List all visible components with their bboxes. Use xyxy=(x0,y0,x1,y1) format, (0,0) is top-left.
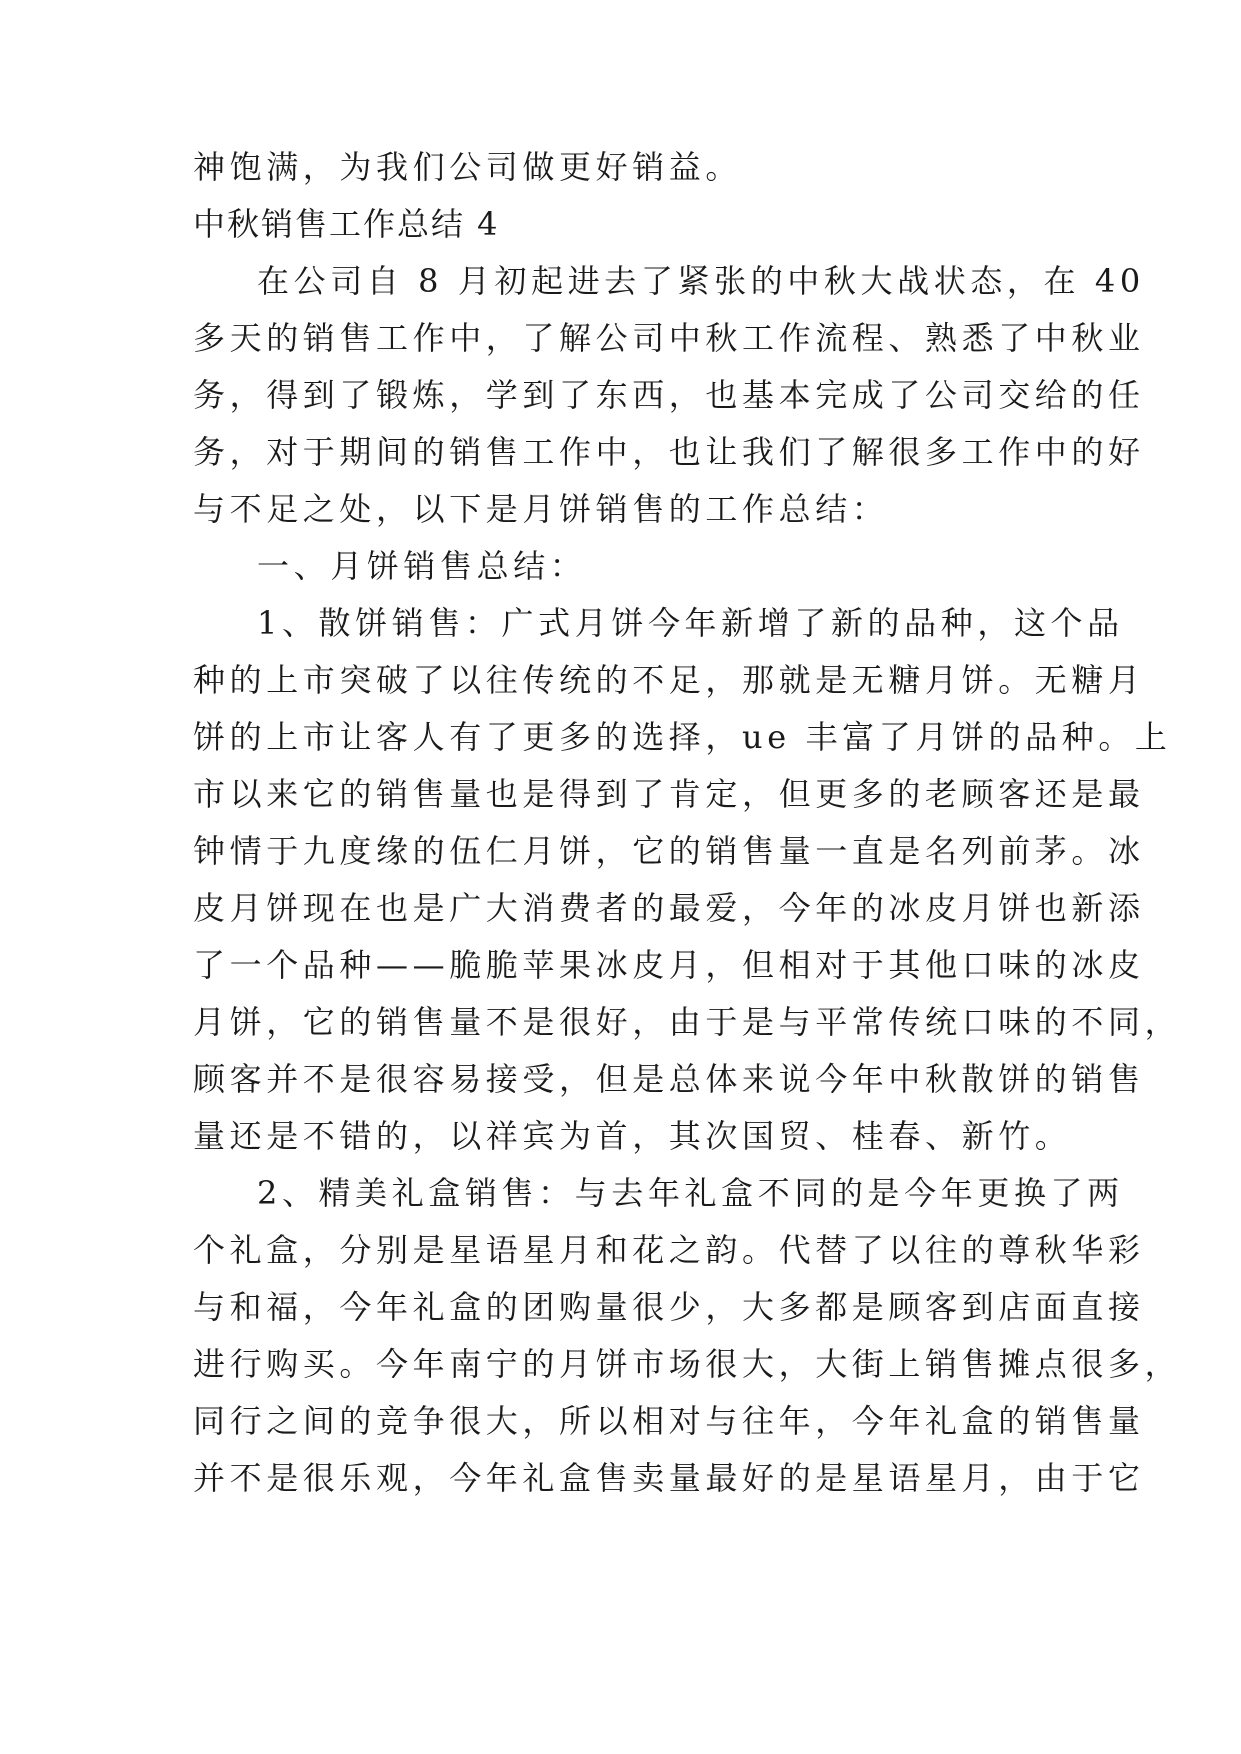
paragraph-line: 2、精美礼盒销售：与去年礼盒不同的是今年更换了两 xyxy=(257,1174,1124,1212)
paragraph-line: 顾客并不是很容易接受，但是总体来说今年中秋散饼的销售 xyxy=(193,1060,1145,1098)
paragraph-line: 皮月饼现在也是广大消费者的最爱，今年的冰皮月饼也新添 xyxy=(193,889,1145,927)
paragraph-line: 饼的上市让客人有了更多的选择，ue 丰富了月饼的品种。上 xyxy=(193,718,1172,756)
paragraph-line: 月饼，它的销售量不是很好，由于是与平常传统口味的不同， xyxy=(193,1003,1182,1041)
paragraph-line: 与不足之处，以下是月饼销售的工作总结： xyxy=(193,490,889,528)
paragraph-line: 量还是不错的，以祥宾为首，其次国贸、桂春、新竹。 xyxy=(193,1117,1072,1155)
paragraph-line: 进行购买。今年南宁的月饼市场很大，大街上销售摊点很多， xyxy=(193,1345,1182,1383)
paragraph-line: 了一个品种——脆脆苹果冰皮月，但相对于其他口味的冰皮 xyxy=(193,946,1145,984)
paragraph-line: 多天的销售工作中，了解公司中秋工作流程、熟悉了中秋业 xyxy=(193,319,1145,357)
paragraph-line: 在公司自 8 月初起进去了紧张的中秋大战状态，在 40 xyxy=(257,262,1145,300)
paragraph-line: 务，对于期间的销售工作中，也让我们了解很多工作中的好 xyxy=(193,433,1145,471)
text-line: 神饱满，为我们公司做更好销益。 xyxy=(193,148,743,186)
paragraph-line: 与和福，今年礼盒的团购量很少，大多都是顾客到店面直接 xyxy=(193,1288,1145,1326)
paragraph-line: 1、散饼销售：广式月饼今年新增了新的品种，这个品 xyxy=(257,604,1124,642)
paragraph-line: 钟情于九度缘的伍仁月饼，它的销售量一直是名列前茅。冰 xyxy=(193,832,1145,870)
paragraph-line: 并不是很乐观，今年礼盒售卖量最好的是星语星月，由于它 xyxy=(193,1459,1145,1497)
paragraph-line: 个礼盒，分别是星语星月和花之韵。代替了以往的尊秋华彩 xyxy=(193,1231,1145,1269)
paragraph-line: 种的上市突破了以往传统的不足，那就是无糖月饼。无糖月 xyxy=(193,661,1145,699)
section-title: 中秋销售工作总结 4 xyxy=(193,205,500,243)
paragraph-line: 务，得到了锻炼，学到了东西，也基本完成了公司交给的任 xyxy=(193,376,1145,414)
paragraph-line: 同行之间的竞争很大，所以相对与往年，今年礼盒的销售量 xyxy=(193,1402,1145,1440)
paragraph-line: 市以来它的销售量也是得到了肯定，但更多的老顾客还是最 xyxy=(193,775,1145,813)
subheading: 一、月饼销售总结： xyxy=(257,547,587,585)
